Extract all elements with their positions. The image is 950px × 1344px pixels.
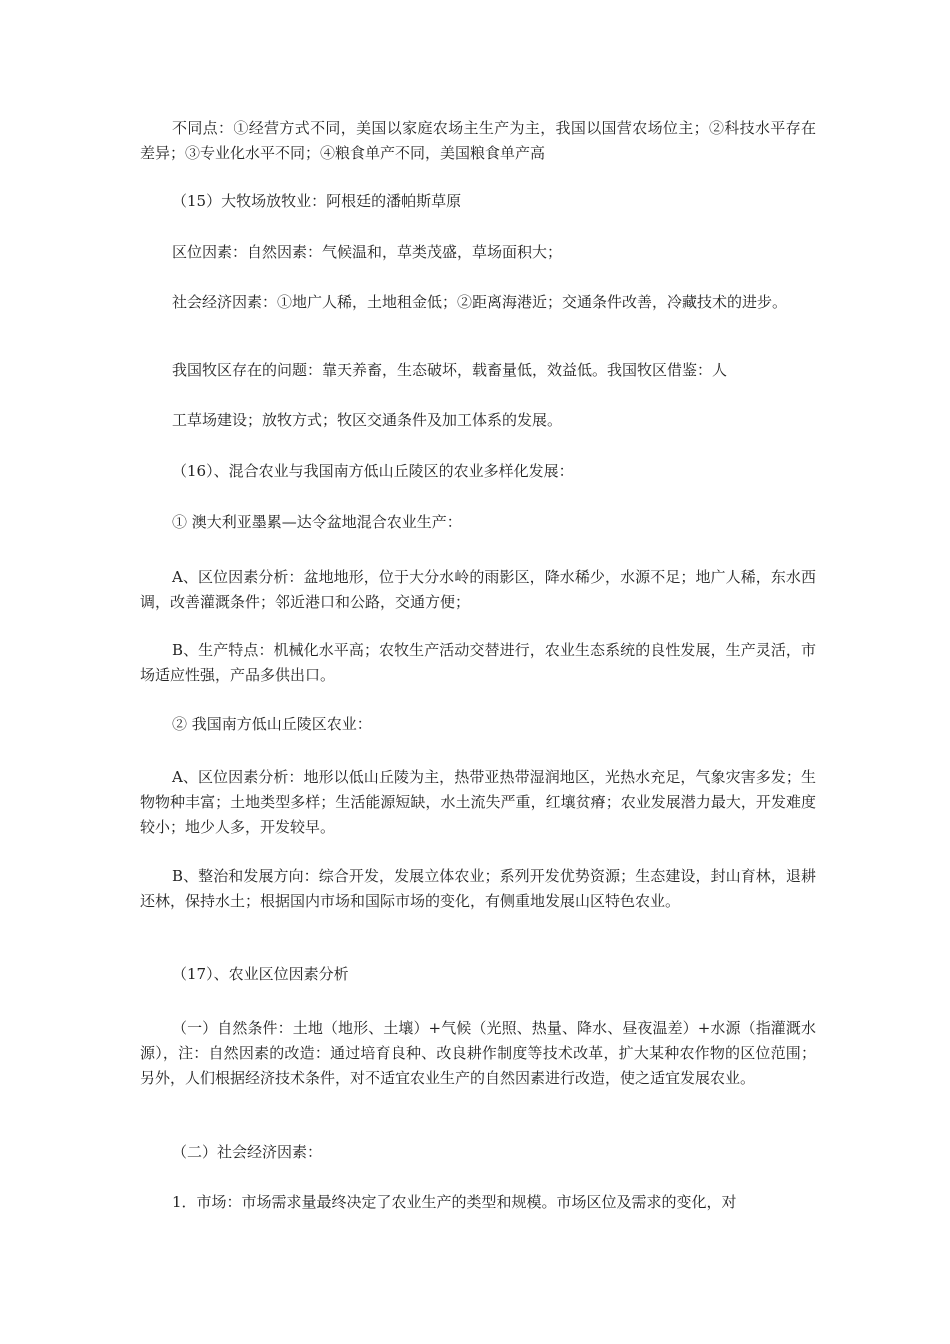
paragraph-market: 1．市场：市场需求量最终决定了农业生产的类型和规模。市场区位及需求的变化，对 [172,1193,737,1211]
paragraph-murray-features: B、生产特点：机械化水平高；农牧生产活动交替进行，农业生态系统的良性发展，生产灵活，市场适应性强，产品多供出口。 [140,641,816,684]
heading-17-location-analysis: （17）、农业区位因素分析 [172,965,349,983]
paragraph-southern-development: B、整治和发展方向：综合开发，发展立体农业；系列开发优势资源；生态建设，封山育林，退耕还林，保持水土；根据国内市场和国际市场的变化，有侧重地发展山区特色农业。 [140,867,816,910]
heading-15-ranching: （15）大牧场放牧业：阿根廷的潘帕斯草原 [172,192,462,210]
subheading-murray-darling: ① 澳大利亚墨累—达令盆地混合农业生产： [172,513,462,531]
paragraph-southern-location: A、区位因素分析：地形以低山丘陵为主，热带亚热带湿润地区，光热水充足，气象灾害多发；生物物种丰富；土地类型多样；生活能源短缺，水土流失严重，红壤贫瘠；农业发展潜力最大，开发难度较小；地少人多，开发较早。 [140,768,816,836]
subheading-socioeconomic: （二）社会经济因素： [172,1143,323,1161]
paragraph-pastoral-continuation: 工草场建设；放牧方式；牧区交通条件及加工体系的发展。 [172,411,563,429]
paragraph-location-factors: 区位因素：自然因素：气候温和，草类茂盛，草场面积大； [172,243,563,261]
heading-16-mixed-farming: （16）、混合农业与我国南方低山丘陵区的农业多样化发展： [172,462,574,480]
paragraph-differences: 不同点：①经营方式不同，美国以家庭农场主生产为主，我国以国营农场位主；②科技水平存在差异；③专业化水平不同；④粮食单产不同，美国粮食单产高 [140,119,816,162]
paragraph-murray-location: A、区位因素分析：盆地地形，位于大分水岭的雨影区，降水稀少，水源不足；地广人稀，东水西调，改善灌溉条件；邻近港口和公路，交通方便； [140,568,816,611]
paragraph-socioeconomic-factors: 社会经济因素：①地广人稀，土地租金低；②距离海港近；交通条件改善，冷藏技术的进步。 [172,293,788,311]
paragraph-pastoral-problems: 我国牧区存在的问题：靠天养畜，生态破坏，载畜量低，效益低。我国牧区借鉴：人 [172,361,728,379]
subheading-southern-hills: ② 我国南方低山丘陵区农业： [172,715,372,733]
paragraph-natural-conditions: （一）自然条件：土地（地形、土壤）+气候（光照、热量、降水、昼夜温差）+水源（指灌溉水源），注：自然因素的改造：通过培育良种、改良耕作制度等技术改革，扩大某种农作物的区位范围；另外，人们根据经济技术条件，对不适宜农业生产的自然因素进行改造，使之适宜发展农业。 [140,1019,816,1087]
